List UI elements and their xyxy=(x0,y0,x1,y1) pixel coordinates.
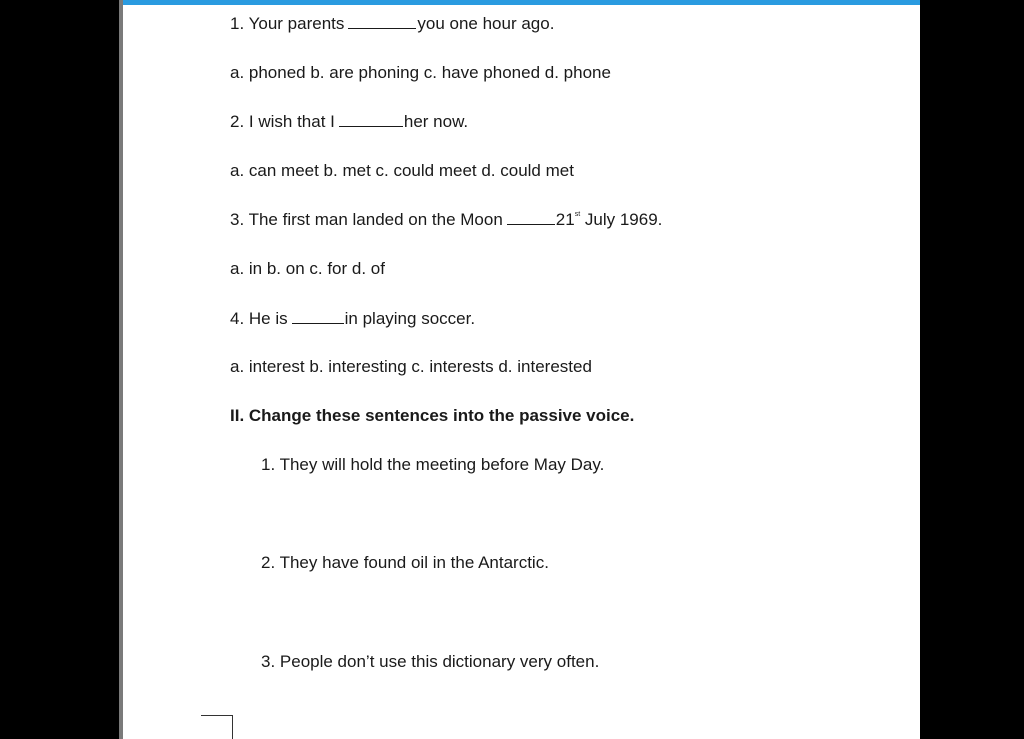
page-corner-mark xyxy=(201,715,233,739)
passive-item-3: 3. People don’t use this dictionary very often. xyxy=(261,652,600,671)
question-3-options: a. in b. on c. for d. of xyxy=(230,259,385,278)
question-1 xyxy=(230,13,554,35)
question-2-text-after: her now. xyxy=(403,112,469,131)
question-4-text: 4. He is xyxy=(230,309,288,328)
question-4-blank xyxy=(292,309,344,324)
passive-item-1: 1. They will hold the meeting before May Day. xyxy=(261,455,605,474)
question-4-text-after: in playing soccer. xyxy=(344,309,476,328)
question-3-text: 3. The first man landed on the Moon xyxy=(230,210,503,229)
question-3-ordinal-suffix: st xyxy=(574,211,581,218)
section-2-heading: II. Change these sentences into the passive voice. xyxy=(230,406,635,425)
document-page xyxy=(119,0,920,739)
question-2-text: 2. I wish that I xyxy=(230,112,335,131)
question-3-date-text: July 1969. xyxy=(580,210,663,229)
question-2 xyxy=(230,111,468,133)
question-1-options: a. phoned b. are phoning c. have phoned d. phone xyxy=(230,63,611,82)
question-3 xyxy=(230,209,662,231)
question-1-text: 1. Your parents xyxy=(230,14,345,33)
question-3-blank xyxy=(507,210,555,225)
question-3-date-number: 21 xyxy=(555,210,575,229)
passive-item-2: 2. They have found oil in the Antarctic. xyxy=(261,553,549,572)
question-4 xyxy=(230,308,475,330)
question-1-text-after: you one hour ago. xyxy=(417,14,555,33)
question-2-options: a. can meet b. met c. could meet d. could met xyxy=(230,161,574,180)
question-4-options: a. interest b. interesting c. interests d. interested xyxy=(230,357,592,376)
accent-top-bar xyxy=(123,0,920,5)
question-1-blank xyxy=(348,14,416,29)
question-2-blank xyxy=(339,112,403,127)
